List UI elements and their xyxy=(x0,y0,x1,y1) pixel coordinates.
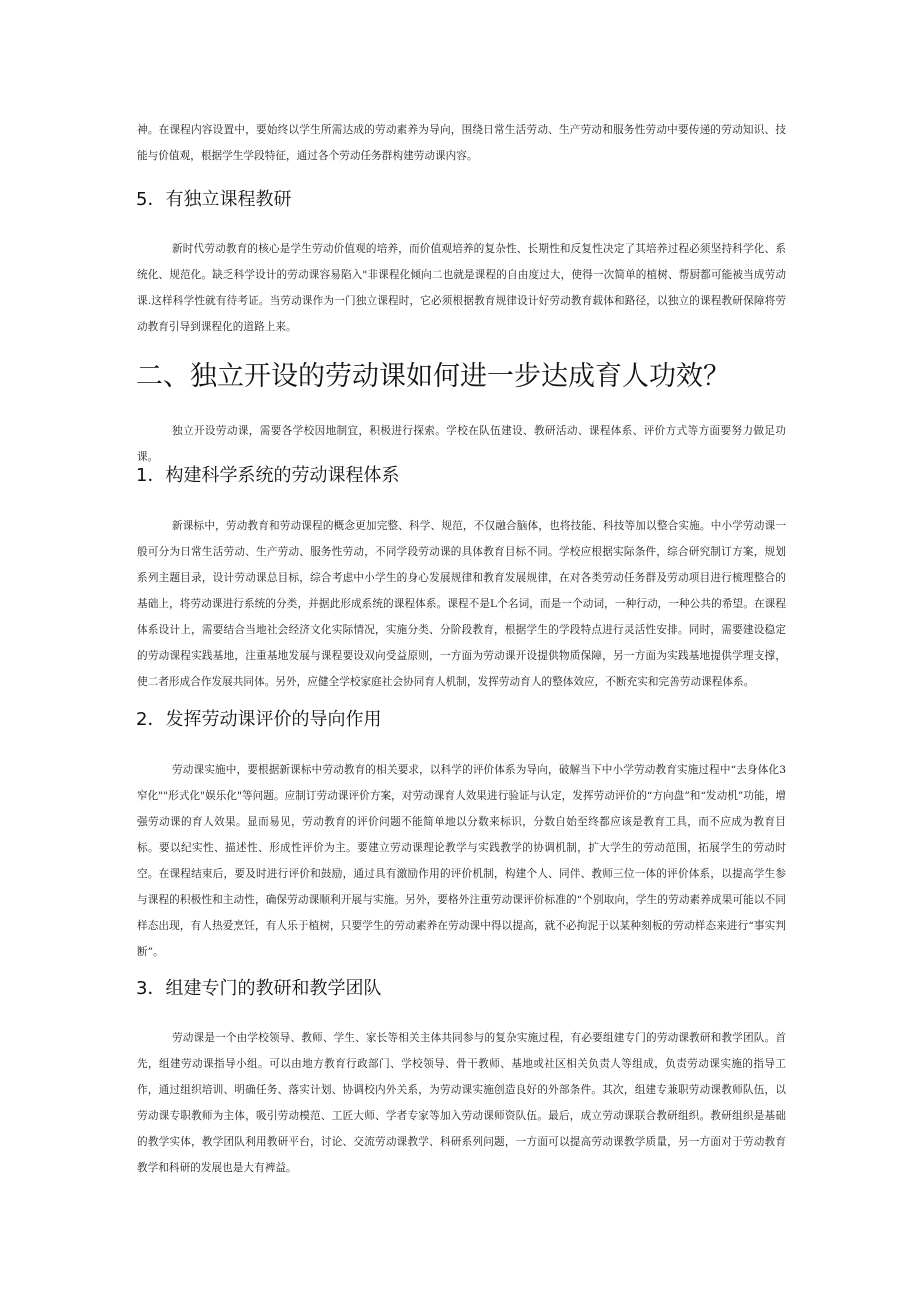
paragraph-intro-continuation: 神。在课程内容设置中，要始终以学生所需达成的劳动素养为导向，围绕日常生活劳动、生产劳动和服务性劳动中要传递的劳动知识、技能与价值观，根据学生学段特征，通过各个劳动任务群构建劳动课内容。 xyxy=(137,124,786,162)
heading-5-independent-research: 5．有独立课程教研 xyxy=(136,189,292,210)
heading-2-evaluation-guidance: 2．发挥劳动课评价的导向作用 xyxy=(136,709,382,730)
paragraph-course-system: 新课标中，劳动教育和劳动课程的概念更加完整、科学、规范，不仅融合脑体，也将技能、科技等加以整合实施。中小学劳动课一般可分为日常生活劳动、生产劳动、服务性劳动，不同学段劳动课的具体教育目标不同。学校应根据实际条件，综合研究制订方案，规划系列主题目录，设计劳动课总目标，综合考虑中小学生的身心发展规律和教育发展规律，在对各类劳动任务群及劳动项目进行梳理整合的基础上，将劳动课进行系统的分类，并据此形成系统的课程体系。课程不是L个名词，而是一个动词，一种行动，一种公共的希望。在课程体系设计上，需要结合当地社会经济文化实际情况，实施分类、分阶段教育，根据学生的学段特点进行灵活性安排。同时，需要建设稳定的劳动课程实践基地，注重基地发展与课程要设双向受益原则，一方面为劳动课开设提供物质保障，另一方面为实践基地提供学理支撑，使二者形成合作发展共同体。另外，应健全学校家庭社会协同育人机制，发挥劳动育人的整体效应，不断充实和完善劳动课程体系。 xyxy=(137,520,786,688)
paragraph-teaching-team: 劳动课是一个由学校领导、教师、学生、家长等相关主体共同参与的复杂实施过程，有必要组建专门的劳动课教研和教学团队。首先，组建劳动课指导小组。可以由地方教育行政部门、学校领导、骨干教师、基地或社区相关负责人等组成，负责劳动课实施的指导工作，通过组织培训、明确任务、落实计划、协调校内外关系，为劳动课实施创造良好的外部条件。其次，组建专兼职劳动课教师队伍，以劳动课专职教师为主体，吸引劳动模范、工匠大师、学者专家等加入劳动课师资队伍。最后，成立劳动课联合教研组织。教研组织是基础的教学实体，教学团队利用教研平台，讨论、交流劳动课教学、科研系列问题，一方面可以提高劳动课教学质量，另一方面对于劳动教育教学和科研的发展也是大有裨益。 xyxy=(137,1032,786,1174)
paragraph-section-2-intro: 独立开设劳动课，需要各学校因地制宜，积极进行探索。学校在队伍建设、教研活动、课程体系、评价方式等方面要努力做足功课。 xyxy=(137,425,786,463)
paragraph-independent-research: 新时代劳动教育的核心是学生劳动价值观的培养，而价值观培养的复杂性、长期性和反复性决定了其培养过程必须坚持科学化、系统化、规范化。缺乏科学设计的劳动课容易陷入"非课程化倾向二也就是课程的自由度过大，使得一次简单的植树、帮厨都可能被当成劳动课.这样科学性就有待考证。当劳动课作为一门独立课程时，它必须根据教育规律设计好劳动教育载体和路径，以独立的课程教研保障将劳动教育引导到课程化的道路上来。 xyxy=(137,243,786,333)
paragraph-evaluation-guidance: 劳动课实施中，要根据新课标中劳动教育的相关要求，以科学的评价体系为导向，破解当下中小学劳动教育实施过程中“去身体化3窄化""形式化"娱乐化"等问题。应制订劳动课评价方案，对劳动课育人效果进行验证与认定，发挥劳动评价的“方向盘”和“发动机”功能，增强劳动课的育人效果。显而易见，劳动教育的评价问题不能简单地以分数来标识，分数自始至终都应该是教育工具，而不应成为教育目标。要以纪实性、描述性、形成性评价为主。要建立劳动课理论教学与实践教学的协调机制，扩大学生的劳动范围，拓展学生的劳动时空。在课程结束后，要及时进行评价和鼓励，通过具有激励作用的评价机制，构建个人、同伴、教师三位一体的评价体系，以提高学生参与课程的积极性和主动性，确保劳动课顺利开展与实施。另外，要格外注重劳动课评价标准的“个别取向，学生的劳动素养成果可能以不同样态出现，有人热爱烹饪，有人乐于植树，只要学生的劳动素养在劳动课中得以提高，就不必拘泥于以某种刻板的劳动样态来进行“事实判断”。 xyxy=(137,764,786,958)
heading-3-teaching-team: 3．组建专门的教研和教学团队 xyxy=(136,978,382,999)
section-2-heading: 二、独立开设的劳动课如何进一步达成育人功效？ xyxy=(136,361,730,392)
heading-1-course-system: 1．构建科学系统的劳动课程体系 xyxy=(136,465,400,486)
